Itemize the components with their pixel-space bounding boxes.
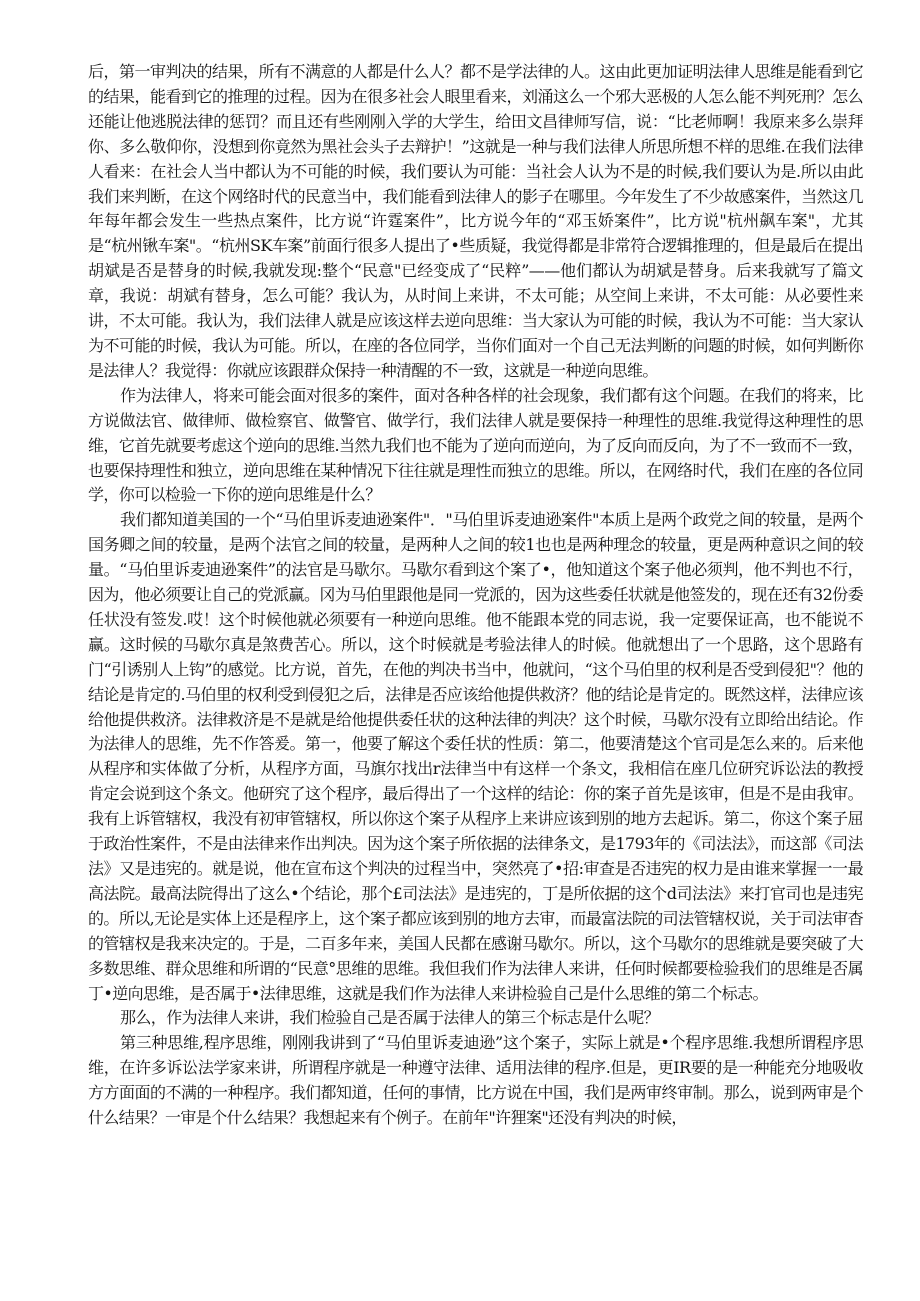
paragraph-5: 第三种思维,程序思维，刚刚我讲到了“马伯里诉麦迪逊”这个案子，实际上就是•个程序思维.我想所谓程序思维，在许多诉讼法学家来讲，所谓程序就是一种遵守法律、适用法律的程序.但是，更IR要的是一种能充分地吸收方方面面的不满的一种程序。我们都知道，任何的事情，比方说在中国，我们是两审终审制。那么，说到两审是个什么结果？一审是个什么结果？我想起来有个例子。在前年"许狸案"还没有判决的时候，	[88, 1033, 863, 1128]
paragraph-2: 作为法律人，将来可能会面对很多的案件，面对各种各样的社会现象，我们都有这个问题。在我们的将来，比方说做法官、做律师、做检察官、做警官、做学行，我们法律人就是要保持一种理性的思维.我觉得这种理性的思维，它首先就要考虑这个逆向的思维.当然九我们也不能为了逆向而逆向，为了反向而反向，为了不一致而不一致，也要保持理性和独立，逆向思维在某种情况下往往就是理性而独立的思维。所以，在网络时代，我们在座的各位同学，你可以检验一下你的逆向思维是什么？	[88, 385, 863, 505]
paragraph-3: 我们都知道美国的一个“马伯里诉麦迪逊案件"．"马伯里诉麦迪逊案件"本质上是两个政党之间的较量，是两个国务卿之间的较量，是两个法官之间的较量，是两种人之间的较1也也是两种理念的较量，更是两种意识之间的较量。“马伯里诉麦迪逊案件”的法官是马歇尔。马歇尔看到这个案了•，他知道这个案子他必须判，他不判也不行，因为，他必须要让自己的党派赢。冈为马伯里跟他是同一党派的，因为这些委任状就是他签发的，现在还有32份委任状没有签发.哎！这个时候他就必须要有一种逆向思维。他不能跟本党的同志说，我一定要保证高，也不能说不赢。这时候的马歇尔真是煞费苦心。所以，这个时候就是考验法律人的时候。他就想出了一个思路，这个思路有门“引诱别人上钩”的感觉。比方说，首先，在他的判决书当中，他就问，“这个马伯里的权利是否受到侵犯"？他的结论是肯定的.马伯里的权利受到侵犯之后，法律是否应该给他提供救济？他的结论是肯定的。既然这样，法律应该给他提供救济。法律救济是不是就是给他提供委任状的这种法律的判决？这个时候，马歇尔没有立即给出结论。作为法律人的思维，先不作答爰。第一，他要了解这个委任状的性质：第二，他要清楚这个官司是怎么来的。后来他从程序和实体做了分析，从程序方面，马旗尔找出r法律当中有这样一个条文，我相信在座几位研究诉讼法的教授肯定会说到这个条文。他研究了这个程序，最后得出了一个这样的结论：你的案子首先是该审，但是不是由我审。我有上诉管辖权，我没有初审管辖权，所以你这个案子从程序上来讲应该到别的地方去起诉。第二，你这个案子屈于政治性案件，不是由法律来作出判决。因为这个案子所依据的法律条文，是1793年的《司法法》，而这部《司法法》又是违宪的。就是说，他在宣布这个判决的过程当中，突然亮了•招:审查是否违宪的权力是由谁来掌握一一最高法院。最高法院得出了这么•个结论，那个£司法法》是违宪的，丁是所依据的这个d司法法》来打官司也是违宪的。所以,无论是实体上还是程序上，这个案子都应该到别的地方去审，而最富法院的司法管辖权说，关于司法审杳的管辖权是我来决定的。于是，二百多年来，美国人民都在感谢马歇尔。所以，这个马歇尔的思维就是要突破了大多数思维、群众思维和所谓的“民意°思维的思维。我但我们作为法律人来讲，任何时候都要检验我们的思维是否属丁•逆向思维，是否属于•法律思维，这就是我们作为法律人来讲检验自己是什么思维的第二个标志。	[88, 510, 863, 1003]
paragraph-1: 后，第一审判决的结果，所有不满意的人都是什么人？都不是学法律的人。这由此更加证明法律人思维是能看到它的结果，能看到它的推理的过程。因为在很多社会人眼里看来，刘涌这么一个邪大恶极的人怎么能不判死刑？怎么还能让他逃脱法律的惩罚？而且还有些刚刚入学的大学生，给田文昌律师写信，说：“比老师啊！我原来多么崇拜你、多么敬仰你，没想到你竟然为黑社会头子去辩护！”这就是一种与我们法律人所思所想不样的思维.在我们法律人看来：在社会人当中都认为不可能的时候，我们要认为可能：当社会人认为不是的时候,我们要认为是.所以由此我们来判断，在这个网络时代的民意当中，我们能看到法律人的影子在哪里。今年发生了不少故感案件，当然这几年每年都会发生一些热点案件，比方说“许霆案件”，比方说今年的“邓玉娇案件”，比方说"杭州飙车案"，尤其是“杭州锹车案"。“杭州SK车案”前面行很多人提出了•些质疑，我觉得都是非常符合逻辑推理的，但是最后在提出胡斌是否是替身的时候,我就发现:整个“民意"已经变成了“民粹”——他们都认为胡斌是替身。后来我就写了篇文章，我说：胡斌有替身，怎么可能？我认为，从时间上来讲，不太可能；从空间上来讲，不太可能：从必要性来讲，不太可能。我认为，我们法律人就是应该这样去逆向思维：当大家认为可能的时候，我认为不可能：当大家认为不可能的时候，我认为可能。所以，在座的各位同学，当你们面对一个自己无法判断的问题的时候，如何判断你是法律人？我觉得：你就应该跟群众保持一种清醒的不一致，这就是一种逆向思维。	[88, 62, 863, 380]
paragraph-4: 那么，作为法律人来讲，我们检验自己是否属于法律人的第三个标志是什么呢？	[120, 1008, 660, 1028]
